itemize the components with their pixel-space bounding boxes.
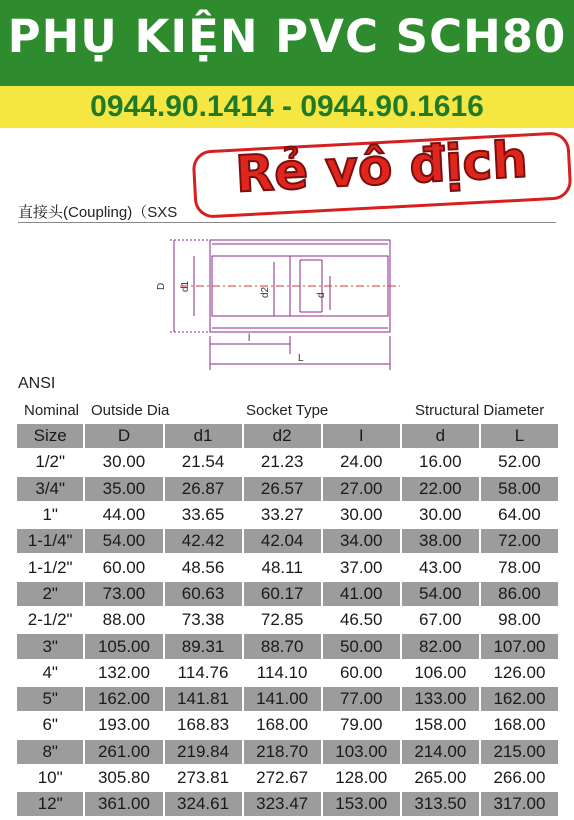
value-cell: 158.00 [402,713,479,737]
value-cell: 42.04 [244,529,321,553]
value-cell: 60.63 [165,582,242,606]
value-cell: 133.00 [402,687,479,711]
value-cell: 37.00 [323,555,400,579]
table-header-row [17,424,558,448]
label-d: d [316,292,327,298]
coupling-diagram [150,232,410,372]
value-cell: 60.00 [85,555,162,579]
value-cell: 266.00 [481,766,558,790]
value-cell: 361.00 [85,792,162,816]
value-cell: 33.27 [244,503,321,527]
table-row [17,687,558,711]
value-cell: 126.00 [481,661,558,685]
product-label: 直接头(Coupling)（SXS [18,204,178,221]
value-cell: 30.00 [85,450,162,474]
value-cell: 26.87 [165,477,242,501]
table-row [17,582,558,606]
value-cell: 162.00 [85,687,162,711]
value-cell: 48.11 [244,555,321,579]
label-d2: d2 [260,286,271,298]
value-cell: 22.00 [402,477,479,501]
value-cell: 106.00 [402,661,479,685]
value-cell: 38.00 [402,529,479,553]
value-cell: 30.00 [323,503,400,527]
value-cell: 43.00 [402,555,479,579]
promo-sticker [194,128,569,221]
size-cell: 1/2" [17,450,83,474]
promo-text: Rẻ vô địch [234,130,530,204]
column-header: Size [17,424,83,448]
value-cell: 77.00 [323,687,400,711]
size-cell: 8" [17,740,83,764]
value-cell: 168.00 [481,713,558,737]
header-nominal: Nominal [24,402,80,419]
phone-numbers: 0944.90.1414 - 0944.90.1616 [90,90,484,123]
phone-bar [0,86,574,128]
table-row [17,766,558,790]
label-D: D [156,282,167,290]
value-cell: 107.00 [481,634,558,658]
value-cell: 88.70 [244,634,321,658]
value-cell: 86.00 [481,582,558,606]
value-cell: 88.00 [85,608,162,632]
column-header: d1 [165,424,242,448]
value-cell: 168.00 [244,713,321,737]
value-cell: 72.85 [244,608,321,632]
value-cell: 132.00 [85,661,162,685]
value-cell: 34.00 [323,529,400,553]
value-cell: 105.00 [85,634,162,658]
value-cell: 193.00 [85,713,162,737]
value-cell: 272.67 [244,766,321,790]
divider [18,222,556,223]
value-cell: 219.84 [165,740,242,764]
value-cell: 82.00 [402,634,479,658]
label-d1: d1 [180,280,191,292]
value-cell: 79.00 [323,713,400,737]
value-cell: 24.00 [323,450,400,474]
value-cell: 153.00 [323,792,400,816]
banner-title: PHỤ KIỆN PVC SCH80 [7,10,567,63]
size-cell: 12" [17,792,83,816]
value-cell: 72.00 [481,529,558,553]
value-cell: 50.00 [323,634,400,658]
value-cell: 26.57 [244,477,321,501]
size-cell: 1" [17,503,83,527]
column-header: L [481,424,558,448]
size-cell: 2-1/2" [17,608,83,632]
table-row [17,713,558,737]
value-cell: 54.00 [402,582,479,606]
table-row [17,661,558,685]
value-cell: 46.50 [323,608,400,632]
value-cell: 98.00 [481,608,558,632]
value-cell: 16.00 [402,450,479,474]
value-cell: 324.61 [165,792,242,816]
table-row [17,634,558,658]
value-cell: 261.00 [85,740,162,764]
title-banner [0,0,574,86]
table-row [17,503,558,527]
column-header: D [85,424,162,448]
value-cell: 218.70 [244,740,321,764]
value-cell: 103.00 [323,740,400,764]
table-row [17,740,558,764]
size-cell: 4" [17,661,83,685]
value-cell: 60.17 [244,582,321,606]
value-cell: 162.00 [481,687,558,711]
size-cell: 10" [17,766,83,790]
value-cell: 141.81 [165,687,242,711]
value-cell: 67.00 [402,608,479,632]
value-cell: 58.00 [481,477,558,501]
value-cell: 52.00 [481,450,558,474]
value-cell: 60.00 [323,661,400,685]
value-cell: 41.00 [323,582,400,606]
value-cell: 33.65 [165,503,242,527]
table-row [17,608,558,632]
value-cell: 78.00 [481,555,558,579]
table-row [17,792,558,816]
value-cell: 273.81 [165,766,242,790]
column-header: I [323,424,400,448]
table-row [17,555,558,579]
column-header: d [402,424,479,448]
value-cell: 215.00 [481,740,558,764]
value-cell: 141.00 [244,687,321,711]
value-cell: 114.76 [165,661,242,685]
value-cell: 21.23 [244,450,321,474]
value-cell: 44.00 [85,503,162,527]
value-cell: 64.00 [481,503,558,527]
value-cell: 73.00 [85,582,162,606]
value-cell: 21.54 [165,450,242,474]
size-cell: 3/4" [17,477,83,501]
label-l: l [248,333,251,344]
value-cell: 214.00 [402,740,479,764]
standard-label: ANSI [18,375,56,392]
table-row [17,477,558,501]
value-cell: 73.38 [165,608,242,632]
value-cell: 317.00 [481,792,558,816]
table-row [17,450,558,474]
value-cell: 89.31 [165,634,242,658]
size-cell: 6" [17,713,83,737]
size-cell: 5" [17,687,83,711]
value-cell: 128.00 [323,766,400,790]
value-cell: 265.00 [402,766,479,790]
header-socket-type: Socket Type [246,402,329,419]
table-row [17,529,558,553]
value-cell: 54.00 [85,529,162,553]
size-cell: 1-1/4" [17,529,83,553]
value-cell: 48.56 [165,555,242,579]
dimensions-table [15,422,560,818]
header-outside-dia: Outside Dia [91,402,170,419]
size-cell: 3" [17,634,83,658]
size-cell: 2" [17,582,83,606]
column-header: d2 [244,424,321,448]
value-cell: 313.50 [402,792,479,816]
header-structural-diameter: Structural Diameter [415,402,545,419]
value-cell: 27.00 [323,477,400,501]
value-cell: 114.10 [244,661,321,685]
value-cell: 30.00 [402,503,479,527]
value-cell: 168.83 [165,713,242,737]
label-L: L [298,353,304,364]
value-cell: 323.47 [244,792,321,816]
value-cell: 35.00 [85,477,162,501]
value-cell: 305.80 [85,766,162,790]
size-cell: 1-1/2" [17,555,83,579]
value-cell: 42.42 [165,529,242,553]
